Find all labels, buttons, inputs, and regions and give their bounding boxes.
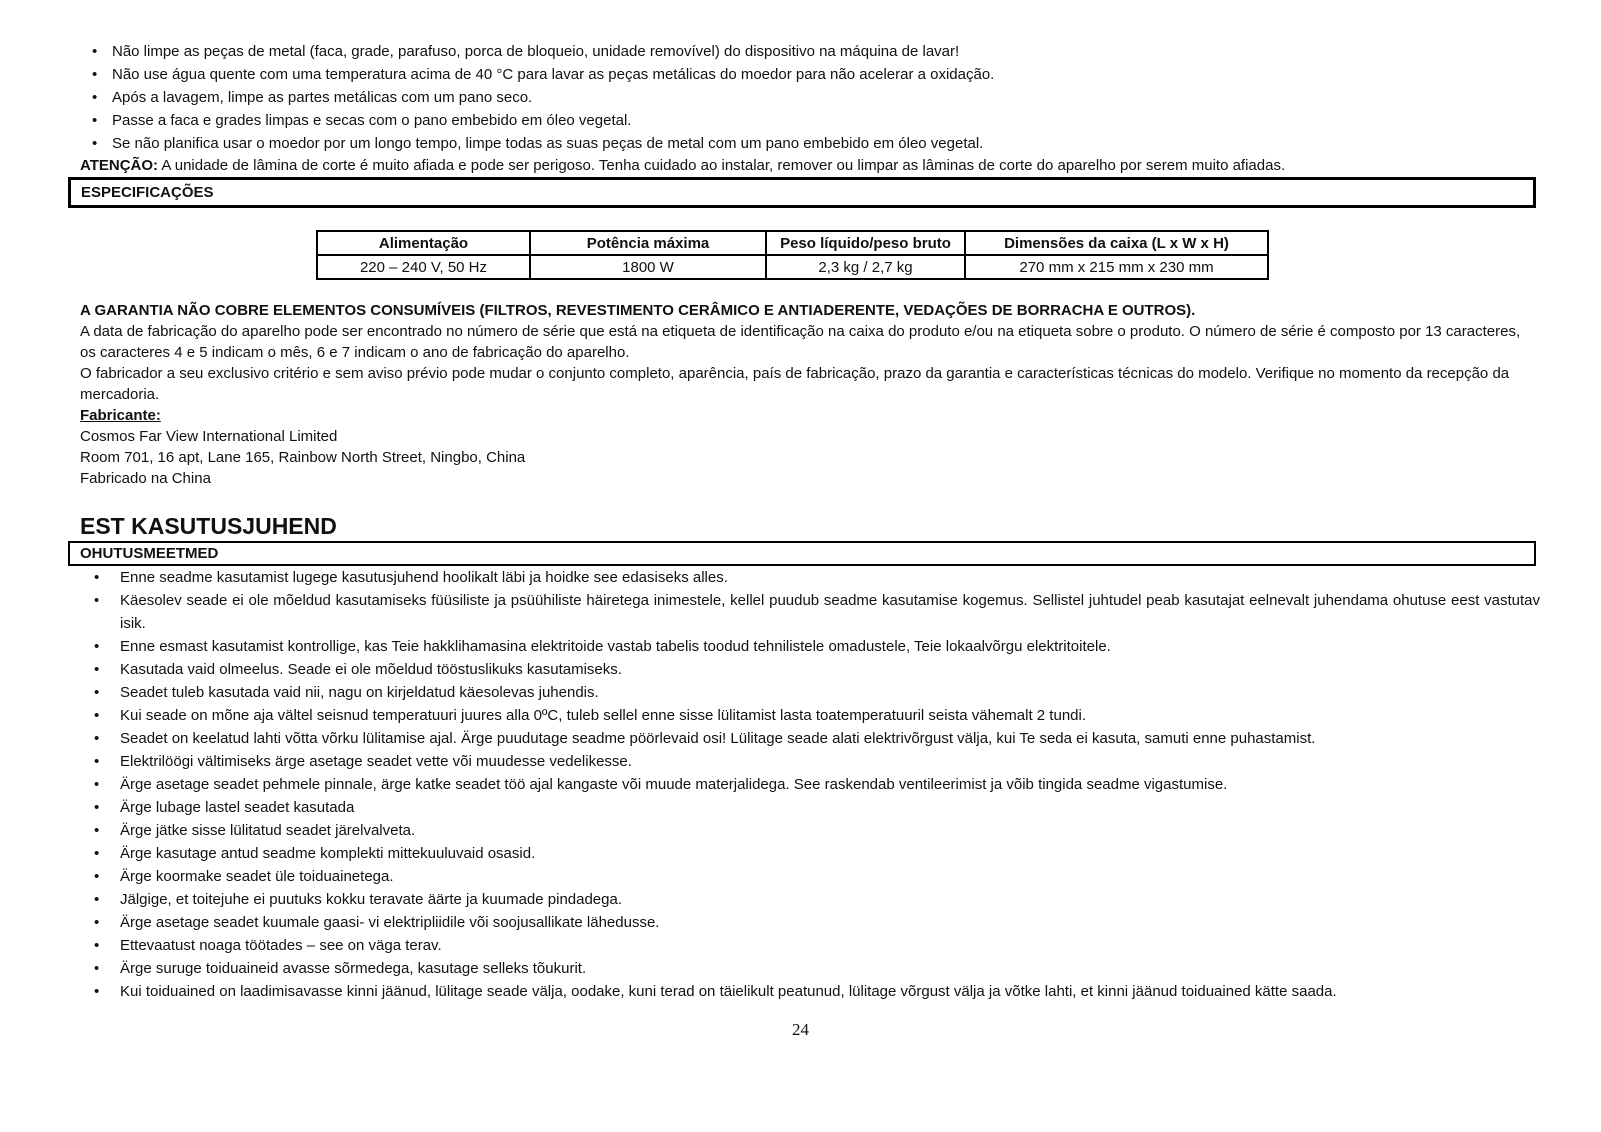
table-header: Potência máxima	[530, 231, 766, 255]
list-item: • Elektrilöögi vältimiseks ärge asetage seadet vette või muudesse vedelikesse.	[80, 750, 1540, 773]
est-manual-title: EST KASUTUSJUHEND	[80, 513, 337, 539]
manufacturer-title: Fabricante:	[80, 407, 161, 424]
attention-label: ATENÇÃO:	[80, 157, 159, 174]
spec-section-header: ESPECIFICAÇÕES	[68, 177, 1536, 208]
attention-note	[80, 155, 1540, 177]
list-item: • Não limpe as peças de metal (faca, grade, parafuso, porca de bloqueio, unidade removível) do dispositivo na máquina de lavar!	[80, 40, 1540, 63]
manufacturer-name: Cosmos Far View International Limited	[80, 428, 338, 445]
table-cell: 270 mm x 215 mm x 230 mm	[965, 255, 1268, 279]
list-item: • Ärge asetage seadet kuumale gaasi- vi elektripliidile või soojusallikate lähedusse.	[80, 911, 1540, 934]
list-item: • Se não planifica usar o moedor por um longo tempo, limpe todas as suas peças de metal com um pano embebido em óleo vegetal.	[80, 132, 1540, 155]
list-item: • Ärge lubage lastel seadet kasutada	[80, 796, 1540, 819]
manufacturer-rights-paragraph: O fabricador a seu exclusivo critério e sem aviso prévio pode mudar o conjunto completo, aparência, país de fabricação, prazo da garantia e características técnicas do modelo. Verifique no momento da recepção da mercadoria.	[80, 365, 1510, 403]
document-page	[80, 40, 1540, 1003]
list-item: • Ärge asetage seadet pehmele pinnale, ärge katke seadet töö ajal kangaste või muude materjalidega. See raskendab ventileerimist ja võib tingida seadme vigastumise.	[80, 773, 1540, 796]
table-cell: 2,3 kg / 2,7 kg	[766, 255, 965, 279]
list-item: • Jälgige, et toitejuhe ei puutuks kokku teravate äärte ja kuumade pindadega.	[80, 888, 1540, 911]
list-item: • Kui seade on mõne aja vältel seisnud temperatuuri juures alla 0ºC, tuleb sellel enne sisse lülitamist lasta toatemperatuuril seista vähemalt 2 tundi.	[80, 704, 1540, 727]
table-header: Peso líquido/peso bruto	[766, 231, 965, 255]
table-row	[317, 255, 1268, 279]
list-item: • Enne esmast kasutamist kontrollige, kas Teie hakklihamasina elektritoide vastab tabelis toodud tehnilistele omadustele, Teie lokaalvõrgu elektritoitele.	[80, 635, 1540, 658]
list-item: • Ettevaatust noaga töötades – see on väga terav.	[80, 934, 1540, 957]
attention-text: A unidade de lâmina de corte é muito afiada e pode ser perigoso. Tenha cuidado ao instalar, remover ou limpar as lâminas de corte do aparelho por serem muito afiadas.	[158, 157, 1286, 174]
safety-bullet-list	[80, 566, 1540, 1003]
list-item: • Após a lavagem, limpe as partes metálicas com um pano seco.	[80, 86, 1540, 109]
list-item: • Enne seadme kasutamist lugege kasutusjuhend hoolikalt läbi ja hoidke see edasiseks alles.	[80, 566, 1540, 589]
list-item: • Kui toiduained on laadimisavasse kinni jäänud, lülitage seade välja, oodake, kuni terad on täielikult peatunud, lülitage võrgust välja ja võtke lahti, et kinni jäänud toiduained kätte saada.	[80, 980, 1540, 1003]
cleaning-bullet-list	[80, 40, 1540, 155]
list-item: • Kasutada vaid olmeelus. Seade ei ole mõeldud tööstuslikuks kasutamiseks.	[80, 658, 1540, 681]
list-item: • Seadet tuleb kasutada vaid nii, nagu on kirjeldatud käesolevas juhendis.	[80, 681, 1540, 704]
manufacturer-address: Room 701, 16 apt, Lane 165, Rainbow North Street, Ningbo, China	[80, 449, 526, 466]
page-number: 24	[792, 1020, 809, 1039]
list-item: • Ärge koormake seadet üle toiduainetega.	[80, 865, 1540, 888]
list-item: • Não use água quente com uma temperatura acima de 40 °C para lavar as peças metálicas do moedor para não acelerar a oxidação.	[80, 63, 1540, 86]
list-item: • Ärge kasutage antud seadme komplekti mittekuuluvaid osasid.	[80, 842, 1540, 865]
safety-section-header: OHUTUSMEETMED	[68, 541, 1536, 566]
table-cell: 220 – 240 V, 50 Hz	[317, 255, 530, 279]
spec-table	[316, 230, 1269, 280]
list-item: • Ärge suruge toiduaineid avasse sõrmedega, kasutage selleks tõukurit.	[80, 957, 1540, 980]
list-item: • Passe a faca e grades limpas e secas com o pano embebido em óleo vegetal.	[80, 109, 1540, 132]
list-item: • Seadet on keelatud lahti võtta võrku lülitamise ajal. Ärge puudutage seadme pöörlevaid osi! Lülitage seade alati elektrivõrgust välja, kui Te seda ei kasuta, samuti enne puhastamist.	[80, 727, 1540, 750]
list-item: • Ärge jätke sisse lülitatud seadet järelvalveta.	[80, 819, 1540, 842]
manufacturer-origin: Fabricado na China	[80, 470, 211, 487]
serial-number-paragraph: A data de fabricação do aparelho pode ser encontrado no número de série que está na etiqueta de identificação na caixa do produto e/ou na etiqueta sobre o produto. O número de série é composto por 13 caracteres, os caracteres 4 e 5 indicam o mês, 6 e 7 indicam o ano de fabricação do aparelho.	[80, 323, 1521, 361]
table-cell: 1800 W	[530, 255, 766, 279]
guarantee-notice: A GARANTIA NÃO COBRE ELEMENTOS CONSUMÍVEIS (FILTROS, REVESTIMENTO CERÂMICO E ANTIADERENTE, VEDAÇÕES DE BORRACHA E OUTROS).	[80, 302, 1196, 319]
table-header: Dimensões da caixa (L x W x H)	[965, 231, 1268, 255]
table-header: Alimentação	[317, 231, 530, 255]
list-item: • Käesolev seade ei ole mõeldud kasutamiseks füüsiliste ja psüühiliste häiretega inimestele, kellel puudub seadme kasutamise kogemus. Sellistel juhtudel peab kasutajat eelnevalt juhendama ohutuse eest vastutav isik.	[80, 589, 1540, 635]
table-header-row	[317, 231, 1268, 255]
